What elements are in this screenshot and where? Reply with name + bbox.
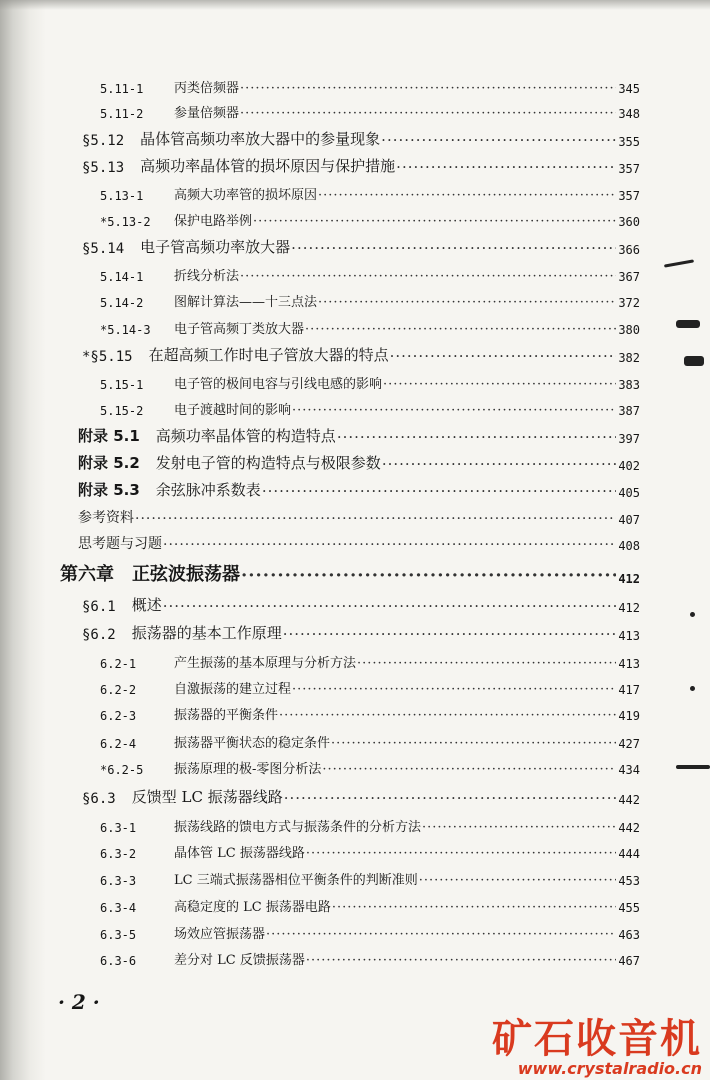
toc-entry-title: 晶体管高频功率放大器中的参量现象 bbox=[140, 130, 381, 148]
dot-leader bbox=[284, 789, 617, 807]
toc-entry-page: 355 bbox=[618, 135, 640, 149]
dot-leader bbox=[240, 269, 616, 284]
toc-entry-number: §5.13 bbox=[82, 160, 125, 176]
toc-entry-number: §6.2 bbox=[82, 627, 116, 643]
toc-entry-number: 5.13-1 bbox=[100, 189, 144, 203]
dot-leader bbox=[381, 131, 616, 149]
dot-leader bbox=[240, 106, 616, 121]
toc-entry bbox=[100, 916, 640, 942]
toc-entry-title: 思考题与习题 bbox=[78, 536, 162, 552]
toc-entry-number: 6.3-5 bbox=[100, 928, 137, 942]
toc-entry-page: 417 bbox=[618, 683, 640, 697]
toc-entry bbox=[100, 809, 640, 835]
toc-entry-number: 6.2-1 bbox=[100, 657, 137, 671]
toc-entry-number: 6.3-1 bbox=[100, 821, 137, 835]
dot-leader bbox=[422, 820, 616, 835]
toc-entry bbox=[100, 203, 640, 229]
toc-entry bbox=[100, 697, 640, 723]
toc-entry-title: 差分对 LC 反馈振荡器 bbox=[174, 953, 305, 968]
toc-entry-page: 357 bbox=[618, 189, 640, 203]
toc-entry bbox=[100, 392, 640, 418]
dot-leader bbox=[163, 537, 616, 553]
toc-entry bbox=[82, 617, 640, 643]
toc-entry-number: 5.15-2 bbox=[100, 404, 144, 418]
toc-entry-title: 高频大功率管的损坏原因 bbox=[174, 188, 318, 203]
toc-entry bbox=[82, 589, 640, 615]
toc-entry-page: 367 bbox=[618, 270, 640, 284]
toc-entry-title: 在超高频工作时电子管放大器的特点 bbox=[148, 346, 389, 364]
dot-leader bbox=[163, 597, 617, 615]
dot-leader bbox=[382, 455, 617, 473]
dot-leader bbox=[135, 511, 616, 527]
toc-entry-page: 434 bbox=[618, 763, 640, 777]
toc-entry-page: 413 bbox=[618, 629, 640, 643]
toc-entry-number: *5.14-3 bbox=[100, 323, 151, 337]
toc-entry-page: 345 bbox=[618, 82, 640, 96]
dot-leader bbox=[419, 873, 617, 888]
dot-leader bbox=[306, 846, 616, 861]
toc-entry bbox=[100, 942, 640, 968]
toc-entry-title: LC 三端式振荡器相位平衡条件的判断准则 bbox=[174, 873, 418, 888]
toc-entry-page: 405 bbox=[618, 486, 640, 500]
dot-leader bbox=[283, 625, 617, 643]
watermark-title: 矿石收音机 bbox=[492, 1016, 702, 1062]
toc-entry-title: 发射电子管的构造特点与极限参数 bbox=[155, 454, 381, 472]
toc-entry-page: 455 bbox=[618, 901, 640, 915]
toc-entry bbox=[100, 177, 640, 203]
toc-entry bbox=[78, 474, 640, 500]
dot-leader bbox=[337, 428, 617, 446]
toc-entry-number: 5.14-2 bbox=[100, 296, 144, 310]
toc-entry-number: *6.2-5 bbox=[100, 763, 144, 777]
toc-entry bbox=[100, 725, 640, 751]
toc-entry-title: 电子管高频丁类放大器 bbox=[174, 322, 305, 337]
toc-entry-title: 电子渡越时间的影响 bbox=[174, 403, 292, 418]
dot-leader bbox=[266, 927, 616, 942]
toc-entry bbox=[100, 889, 640, 915]
toc-entry-title: 折线分析法 bbox=[174, 269, 240, 284]
dot-leader bbox=[383, 377, 616, 392]
toc-entry-page: 408 bbox=[618, 539, 640, 553]
toc-entry-title: 余弦脉冲系数表 bbox=[155, 481, 261, 499]
toc-entry bbox=[100, 645, 640, 671]
toc-entry-number: 6.3-3 bbox=[100, 874, 137, 888]
toc-entry-number: 5.11-1 bbox=[100, 82, 144, 96]
toc-entry-title: 场效应管振荡器 bbox=[174, 927, 266, 942]
toc-entry bbox=[78, 447, 640, 473]
toc-entry-title: 正弦波振荡器 bbox=[132, 564, 240, 585]
toc-entry bbox=[100, 95, 640, 121]
toc-entry bbox=[100, 835, 640, 861]
toc-entry-page: 407 bbox=[618, 513, 640, 527]
toc-entry bbox=[82, 150, 640, 176]
toc-entry-title: 概述 bbox=[131, 596, 162, 614]
toc-entry bbox=[78, 501, 640, 527]
toc-entry-page: 427 bbox=[618, 737, 640, 751]
dot-leader bbox=[357, 656, 616, 671]
toc-entry bbox=[82, 339, 640, 365]
dot-leader bbox=[306, 953, 616, 968]
toc-entry-number: 6.2-4 bbox=[100, 737, 137, 751]
watermark bbox=[492, 1018, 702, 1078]
toc-entry bbox=[100, 671, 640, 697]
toc-entry-page: 348 bbox=[618, 107, 640, 121]
toc-entry-number: 5.14-1 bbox=[100, 270, 144, 284]
dot-leader bbox=[241, 565, 616, 586]
toc-entry-number: 6.3-4 bbox=[100, 901, 137, 915]
toc-entry-page: 442 bbox=[618, 821, 640, 835]
toc-entry bbox=[82, 781, 640, 807]
dot-leader bbox=[331, 736, 616, 751]
dot-leader bbox=[318, 188, 616, 203]
dot-leader bbox=[292, 403, 616, 418]
toc-entry-page: 467 bbox=[618, 954, 640, 968]
toc-entry-page: 412 bbox=[618, 572, 640, 586]
toc-entry-page: 366 bbox=[618, 243, 640, 257]
toc-entry-page: 380 bbox=[618, 323, 640, 337]
toc-entry-page: 453 bbox=[618, 874, 640, 888]
toc-entry-number: §5.14 bbox=[82, 241, 125, 257]
dot-leader bbox=[291, 239, 616, 257]
toc-entry-page: 397 bbox=[618, 432, 640, 446]
toc-entry-page: 360 bbox=[618, 215, 640, 229]
toc-entry-title: 参量倍频器 bbox=[174, 106, 240, 121]
toc-entry-number: §5.12 bbox=[82, 133, 125, 149]
toc-entry-number: *§5.15 bbox=[82, 349, 133, 365]
toc-entry-title: 高频功率晶体管的损坏原因与保护措施 bbox=[140, 157, 396, 175]
toc-entry bbox=[100, 70, 640, 96]
toc-entry bbox=[100, 311, 640, 337]
dot-leader bbox=[322, 762, 616, 777]
dot-leader bbox=[305, 322, 616, 337]
toc-entry-number: §6.3 bbox=[82, 791, 116, 807]
toc-entry-number: *5.13-2 bbox=[100, 215, 151, 229]
toc-entry-title: 高频功率晶体管的构造特点 bbox=[155, 427, 336, 445]
toc-entry bbox=[100, 862, 640, 888]
toc-entry-title: 振荡线路的馈电方式与振荡条件的分析方法 bbox=[174, 820, 422, 835]
toc-entry-number: 6.3-2 bbox=[100, 847, 137, 861]
watermark-url: www.crystalradio.cn bbox=[517, 1059, 702, 1078]
toc-entry-title: 电子管的极间电容与引线电感的影响 bbox=[174, 377, 383, 392]
toc-entry-title: 丙类倍频器 bbox=[174, 81, 240, 96]
toc-entry-page: 444 bbox=[618, 847, 640, 861]
toc-entry bbox=[82, 123, 640, 149]
dot-leader bbox=[279, 708, 616, 723]
toc-entry-page: 442 bbox=[618, 793, 640, 807]
toc-entry bbox=[78, 420, 640, 446]
toc-entry-title: 振荡原理的极-零图分析法 bbox=[174, 762, 322, 777]
toc-entry-number: 6.2-3 bbox=[100, 709, 137, 723]
dot-leader bbox=[240, 81, 616, 96]
toc-entry-number: §6.1 bbox=[82, 599, 116, 615]
toc-entry bbox=[82, 231, 640, 257]
dot-leader bbox=[390, 347, 617, 365]
page-number: · 2 · bbox=[58, 990, 100, 1014]
toc-entry-number: 5.15-1 bbox=[100, 378, 144, 392]
toc-entry-title: 产生振荡的基本原理与分析方法 bbox=[174, 656, 357, 671]
toc-entry-number: 附录 5.3 bbox=[78, 481, 140, 499]
dot-leader bbox=[332, 900, 616, 915]
dot-leader bbox=[292, 682, 616, 697]
toc-entry-number: 附录 5.1 bbox=[78, 427, 140, 445]
dot-leader bbox=[253, 214, 616, 229]
toc-entry-number: 6.2-2 bbox=[100, 683, 137, 697]
toc-entry-title: 振荡器的基本工作原理 bbox=[131, 624, 282, 642]
toc-entry-page: 413 bbox=[618, 657, 640, 671]
toc-entry-title: 保护电路举例 bbox=[174, 214, 253, 229]
toc-entry-page: 372 bbox=[618, 296, 640, 310]
toc-entry-title: 自激振荡的建立过程 bbox=[174, 682, 292, 697]
toc-entry bbox=[78, 527, 640, 553]
toc-entry-page: 387 bbox=[618, 404, 640, 418]
toc-entry-title: 反馈型 LC 振荡器线路 bbox=[131, 788, 283, 806]
toc-entry-page: 463 bbox=[618, 928, 640, 942]
dot-leader bbox=[262, 482, 617, 500]
toc-entry-page: 412 bbox=[618, 601, 640, 615]
toc-entry-title: 振荡器平衡状态的稳定条件 bbox=[174, 736, 331, 751]
toc-entry-title: 晶体管 LC 振荡器线路 bbox=[174, 846, 305, 861]
toc-entry-title: 电子管高频功率放大器 bbox=[140, 238, 291, 256]
toc-entry-number: 5.11-2 bbox=[100, 107, 144, 121]
toc-entry bbox=[100, 366, 640, 392]
toc-entry-page: 419 bbox=[618, 709, 640, 723]
toc-entry-title: 参考资料 bbox=[78, 510, 134, 526]
toc-entry-title: 高稳定度的 LC 振荡器电路 bbox=[174, 900, 331, 915]
toc-entry-number: 6.3-6 bbox=[100, 954, 137, 968]
toc-entry-title: 振荡器的平衡条件 bbox=[174, 708, 279, 723]
dot-leader bbox=[318, 295, 616, 310]
toc-entry bbox=[100, 751, 640, 777]
toc-entry-number: 第六章 bbox=[60, 564, 114, 585]
toc-entry bbox=[60, 560, 640, 586]
toc-entry bbox=[100, 258, 640, 284]
toc-entry-number: 附录 5.2 bbox=[78, 454, 140, 472]
toc-entry-page: 402 bbox=[618, 459, 640, 473]
toc-entry-title: 图解计算法——十三点法 bbox=[174, 295, 318, 310]
toc-entry-page: 383 bbox=[618, 378, 640, 392]
toc-entry-page: 382 bbox=[618, 351, 640, 365]
dot-leader bbox=[396, 158, 616, 176]
toc-entry-page: 357 bbox=[618, 162, 640, 176]
toc-entry bbox=[100, 284, 640, 310]
